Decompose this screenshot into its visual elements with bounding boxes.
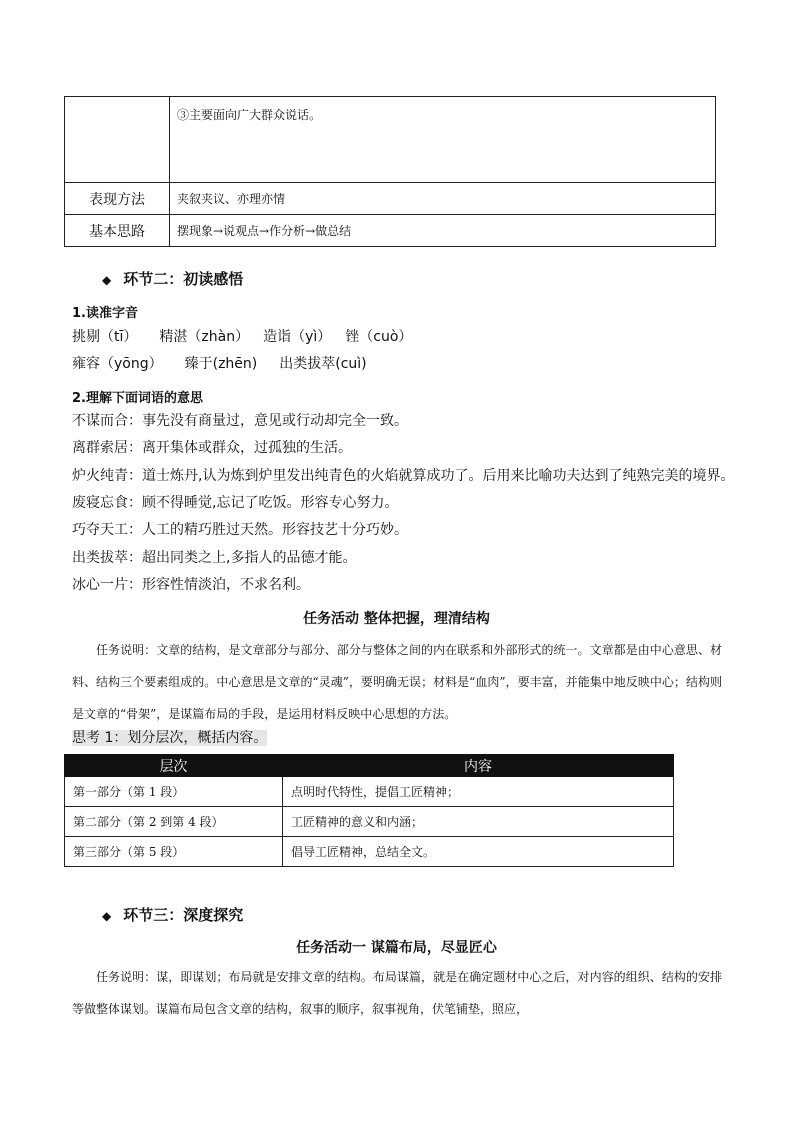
table-header-cell: 内容 [283, 755, 674, 777]
definition: 炉火纯青：道士炼丹,认为炼到炉里发出纯青色的火焰就算成功了。后用来比喻功夫达到了纯熟完美的境界。 [72, 468, 735, 484]
table-cell: 工匠精神的意义和内涵； [283, 807, 674, 837]
method-table [64, 96, 716, 247]
diamond-bullet-icon: ◆ [102, 909, 112, 923]
pinyin-item: 锉（cuò） [345, 329, 413, 345]
subheading: 1.读准字音 [72, 306, 138, 321]
table-row [65, 97, 716, 183]
pinyin-item: 造诣（yì） [263, 329, 332, 345]
table-row [65, 807, 674, 837]
pinyin-item: 雍容（yōng） [72, 356, 163, 372]
table-row [65, 777, 674, 807]
pinyin-item: 臻于(zhēn) [184, 356, 258, 372]
table-cell-label: 表现方法 [65, 183, 170, 215]
pinyin-item: 出类拔萃(cuì) [279, 356, 367, 372]
task-title: 任务活动一 谋篇布局，尽显匠心 [296, 940, 497, 956]
definition: 废寝忘食：顾不得睡觉,忘记了吃饭。形容专心努力。 [72, 495, 399, 511]
structure-table [64, 754, 674, 867]
definition: 出类拔萃：超出同类之上,多指人的品德才能。 [72, 550, 357, 566]
table-cell-label: 基本思路 [65, 215, 170, 247]
think-text: 思考 1：划分层次，概括内容。 [72, 730, 268, 746]
table-row [65, 837, 674, 867]
section-heading [102, 904, 243, 925]
pinyin-item: 挑剔（tī） [72, 329, 138, 345]
section-title: 环节二：初读感悟 [123, 270, 244, 288]
table-header-cell: 层次 [65, 755, 283, 777]
task-description: 任务说明：文章的结构，是文章部分与部分、部分与整体之间的内在联系和外部形式的统一。文章都是由中心意思、材料、结构三个要素组成的。中心意思是文章的“灵魂”，要明确无误；材料是“血肉”，要丰富，并能集中地反映中心；结构则是文章的“骨架”，是谋篇布局的手段，是运用材料反映中心思想的方法。 [72, 643, 722, 721]
definition: 不谋而合：事先没有商量过，意见或行动却完全一致。 [72, 413, 408, 429]
table-cell: 第三部分（第 5 段） [65, 837, 283, 867]
table-row [65, 183, 716, 215]
table-cell-value: 夹叙夹议、亦理亦情 [170, 183, 716, 215]
pinyin-item: 精湛（zhàn） [159, 329, 250, 345]
table-row [65, 215, 716, 247]
table-cell: 倡导工匠精神，总结全文。 [283, 837, 674, 867]
table-cell: 第二部分（第 2 到第 4 段） [65, 807, 283, 837]
table-cell: 第一部分（第 1 段） [65, 777, 283, 807]
section-heading [102, 268, 243, 289]
table-header-row [65, 755, 674, 777]
section-title: 环节三：深度探究 [123, 906, 244, 924]
task-description: 任务说明：谋，即谋划；布局就是安排文章的结构。布局谋篇，就是在确定题材中心之后，对内容的组织、结构的安排等做整体谋划。谋篇布局包含文章的结构，叙事的顺序，叙事视角，伏笔铺垫，照应， [72, 970, 722, 1016]
table-cell-label [65, 97, 170, 183]
table-cell-value: 摆现象→说观点→作分析→做总结 [170, 215, 716, 247]
pinyin-row [72, 326, 412, 346]
pinyin-row [72, 353, 367, 373]
definition: 离群索居：离开集体或群众，过孤独的生活。 [72, 440, 352, 456]
definition: 冰心一片：形容性情淡泊，不求名利。 [72, 577, 310, 593]
diamond-bullet-icon: ◆ [102, 273, 112, 287]
think-prompt [72, 727, 267, 747]
definition: 巧夺天工：人工的精巧胜过天然。形容技艺十分巧妙。 [72, 522, 408, 538]
table-cell: 点明时代特性，提倡工匠精神； [283, 777, 674, 807]
task-title: 任务活动 整体把握，理清结构 [303, 611, 490, 627]
table-cell-value: ③主要面向广大群众说话。 [170, 97, 716, 183]
subheading: 2.理解下面词语的意思 [72, 391, 203, 406]
